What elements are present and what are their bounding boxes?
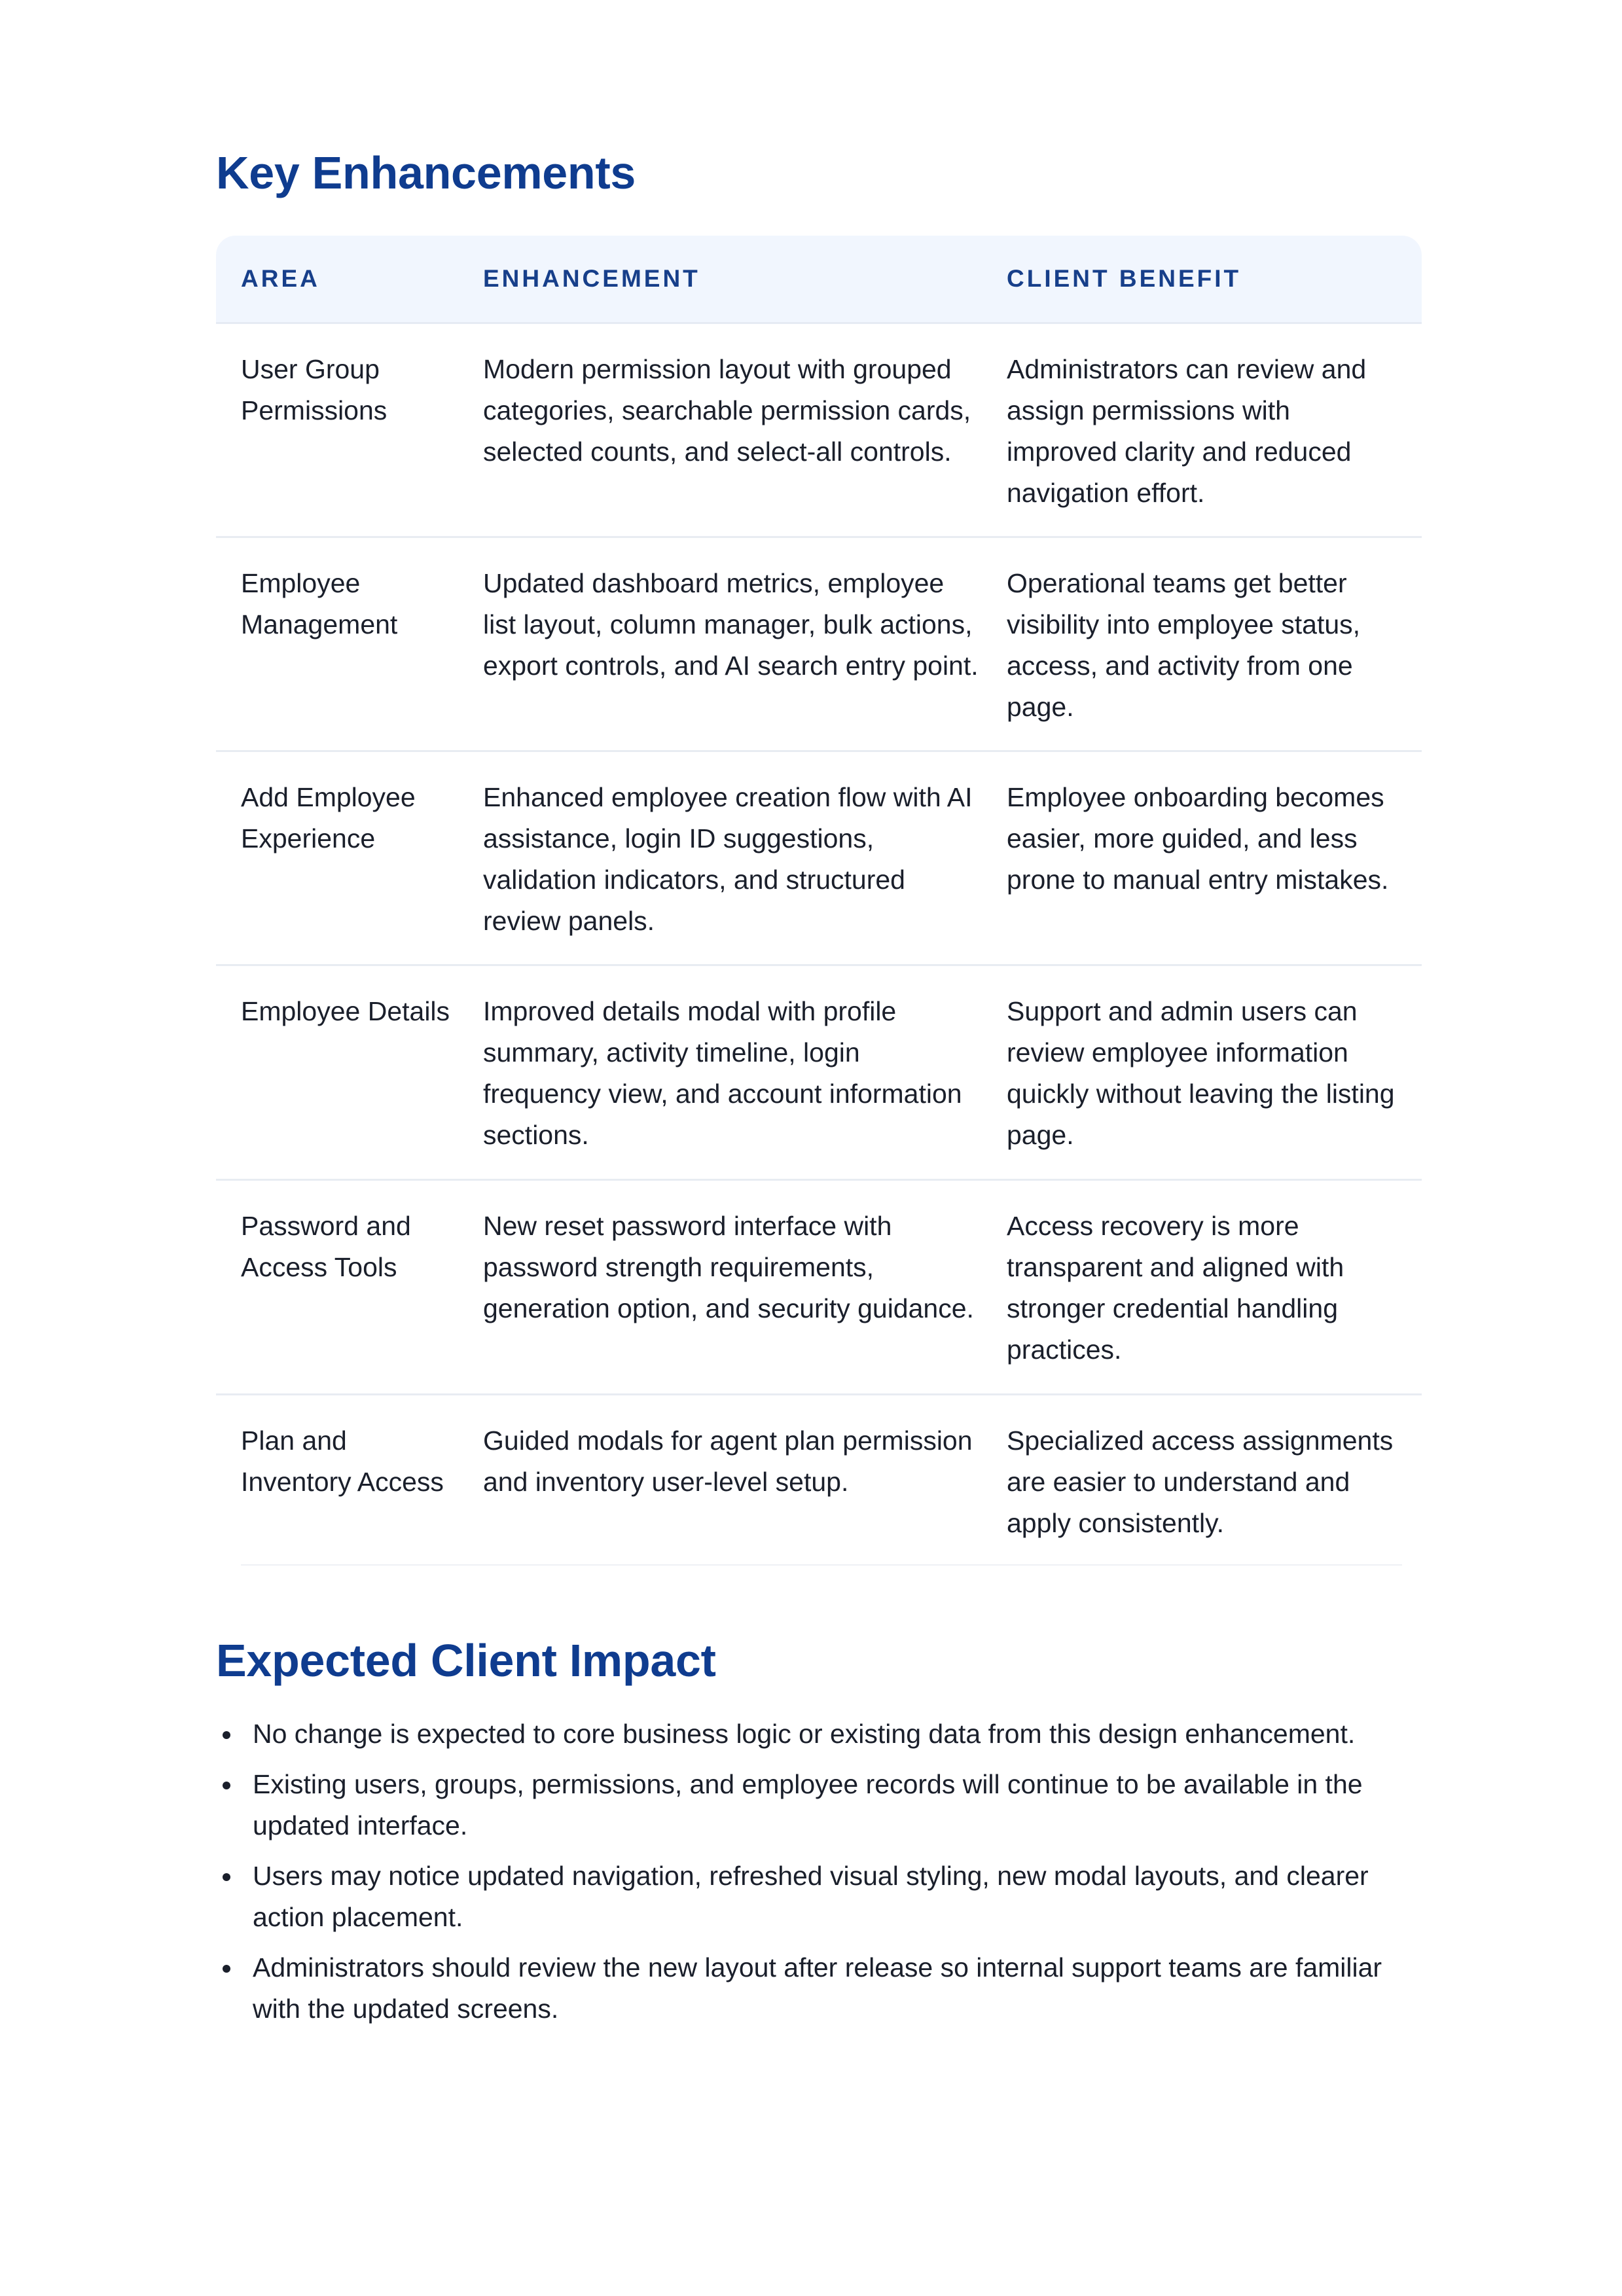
- table-row: [216, 966, 1422, 1181]
- list-item: No change is expected to core business logic or existing data from this design enhancement.: [216, 1713, 1422, 1755]
- list-item: Administrators should review the new layout after release so internal support teams are familiar with the updated screens.: [216, 1947, 1422, 2030]
- area-cell: Add Employee Experience: [241, 782, 416, 853]
- table-header: [216, 236, 1422, 324]
- table-row: [216, 1181, 1422, 1395]
- list-item: Existing users, groups, permissions, and employee records will continue to be available in the updated interface.: [216, 1764, 1422, 1846]
- benefit-cell: Administrators can review and assign permissions with improved clarity and reduced navigation effort.: [1007, 354, 1367, 508]
- benefit-cell: Employee onboarding becomes easier, more guided, and less prone to manual entry mistakes.: [1007, 782, 1389, 895]
- enhancement-cell: Improved details modal with profile summary, activity timeline, login frequency view, and account information sections.: [483, 996, 962, 1150]
- enhancement-cell: New reset password interface with password strength requirements, generation option, and security guidance.: [483, 1211, 974, 1323]
- enhancements-table: [216, 236, 1422, 1566]
- area-cell: Employee Management: [241, 568, 398, 639]
- area-cell: User Group Permissions: [241, 354, 387, 425]
- table-row: [216, 538, 1422, 752]
- expected-client-impact-heading: Expected Client Impact: [216, 1635, 716, 1686]
- benefit-cell: Support and admin users can review employee information quickly without leaving the listing page.: [1007, 996, 1395, 1150]
- enhancement-cell: Enhanced employee creation flow with AI assistance, login ID suggestions, validation indicators, and structured review panels.: [483, 782, 973, 936]
- list-item: Users may notice updated navigation, refreshed visual styling, new modal layouts, and clearer action placement.: [216, 1856, 1422, 1938]
- benefit-cell: Operational teams get better visibility into employee status, access, and activity from one page.: [1007, 568, 1361, 722]
- table-row: [216, 752, 1422, 966]
- area-cell: Employee Details: [241, 996, 450, 1026]
- table-row: [216, 324, 1422, 538]
- column-header-area: AREA: [241, 265, 320, 292]
- area-cell: Plan and Inventory Access: [241, 1426, 444, 1497]
- benefit-cell: Specialized access assignments are easier to understand and apply consistently.: [1007, 1426, 1394, 1538]
- impact-list: [216, 1713, 1422, 2039]
- key-enhancements-heading: Key Enhancements: [216, 147, 636, 198]
- benefit-cell: Access recovery is more transparent and aligned with stronger credential handling practices.: [1007, 1211, 1344, 1365]
- enhancement-cell: Updated dashboard metrics, employee list layout, column manager, bulk actions, export controls, and AI search entry point.: [483, 568, 979, 681]
- area-cell: Password and Access Tools: [241, 1211, 411, 1282]
- enhancement-cell: Guided modals for agent plan permission and inventory user-level setup.: [483, 1426, 973, 1497]
- column-header-client-benefit: CLIENT BENEFIT: [1007, 265, 1242, 292]
- table-row: [216, 1395, 1422, 1566]
- column-header-enhancement: ENHANCEMENT: [483, 265, 700, 292]
- enhancement-cell: Modern permission layout with grouped categories, searchable permission cards, selected counts, and select-all controls.: [483, 354, 971, 467]
